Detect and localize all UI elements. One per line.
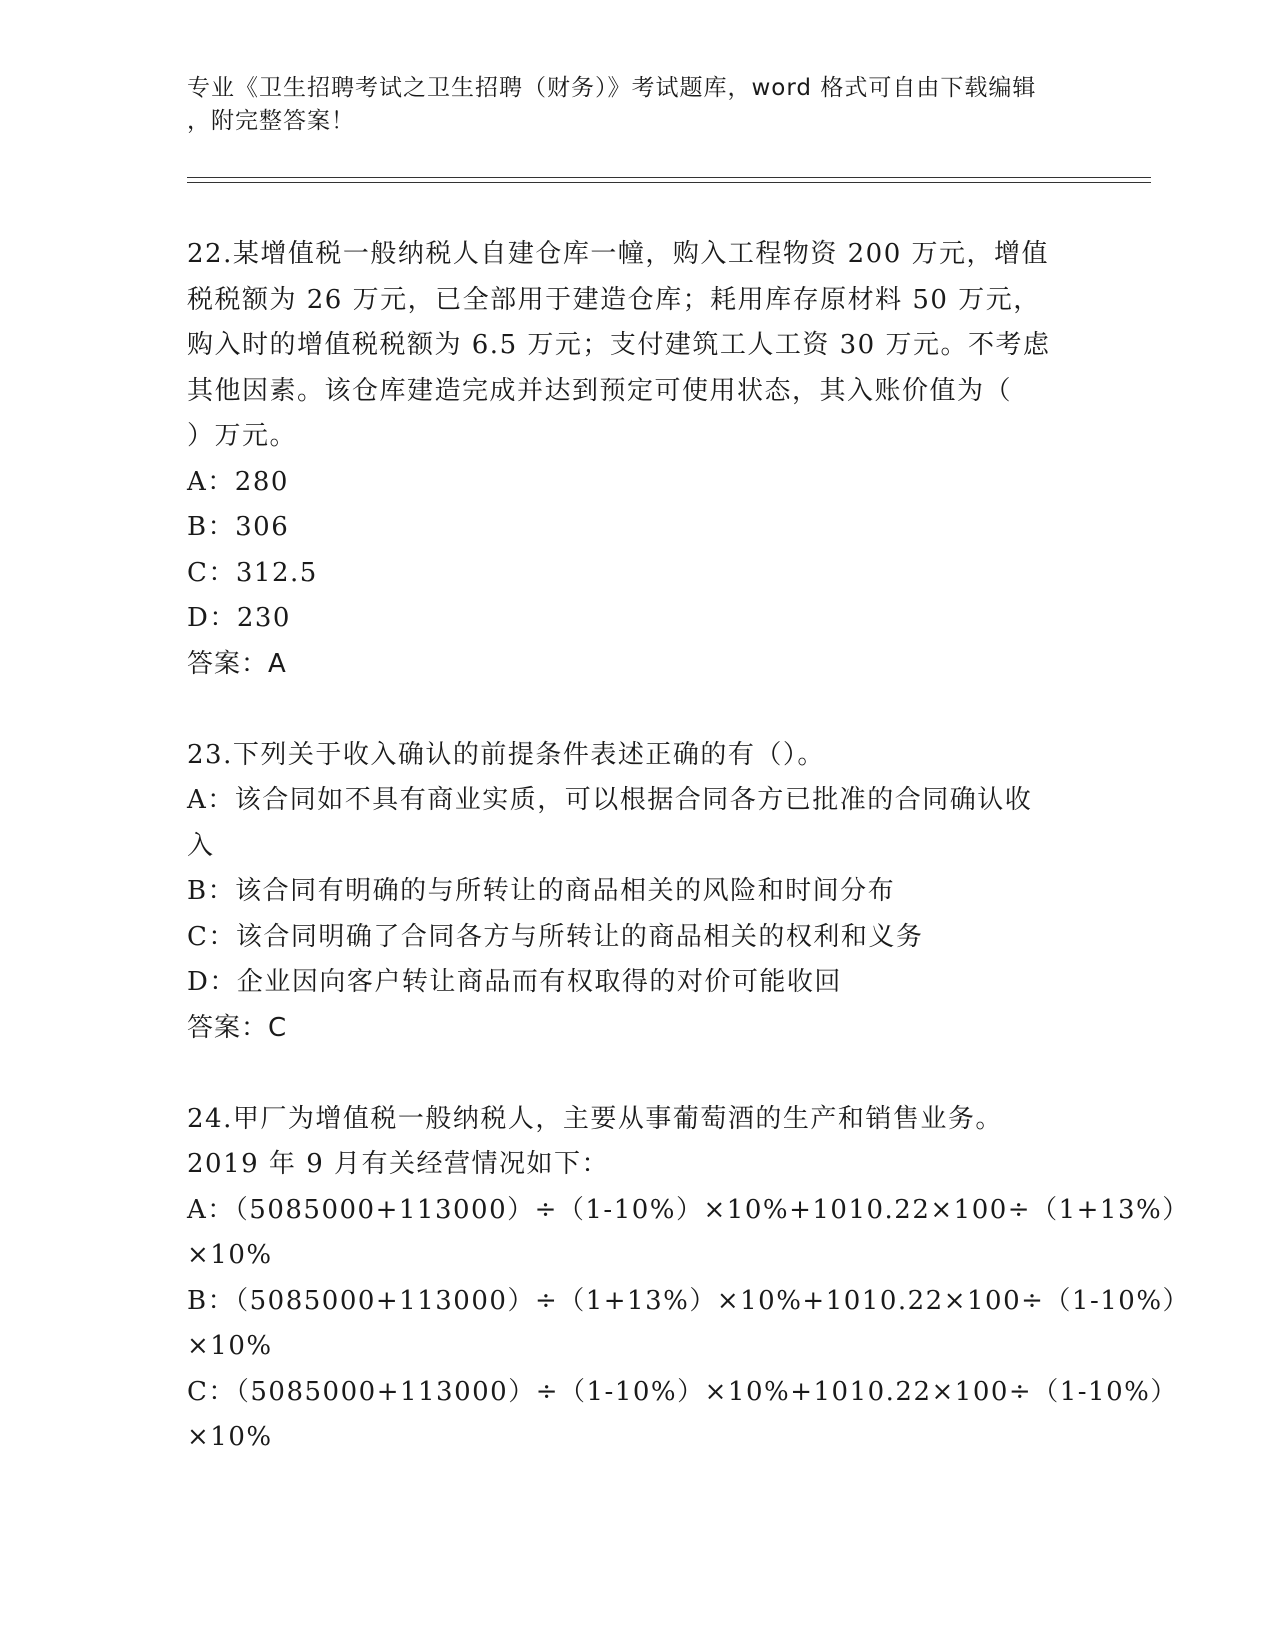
option-b: B：306	[187, 512, 290, 542]
option-b: B：该合同有明确的与所转让的商品相关的风险和时间分布	[187, 876, 896, 906]
answer-line: 答案：A	[187, 648, 287, 679]
question-24	[187, 1097, 1191, 1461]
question-spacer	[187, 1051, 1087, 1097]
option-d: D：企业因向客户转让商品而有权取得的对价可能收回	[187, 967, 842, 997]
question-stem-line: 其他因素。该仓库建造完成并达到预定可使用状态，其入账价值为（	[187, 375, 1013, 406]
question-stem-line: 24.甲厂为增值税一般纳税人，主要从事葡萄酒的生产和销售业务。	[187, 1103, 1003, 1134]
question-stem-line: 23.下列关于收入确认的前提条件表述正确的有（）。	[187, 739, 825, 770]
header-line-2: ，附完整答案！	[187, 108, 355, 134]
option-a: A：（5085000+113000）÷（1-10%）×10%+1010.22×100÷（1+13%）	[187, 1194, 1190, 1225]
option-b: B：（5085000+113000）÷（1+13%）×10%+1010.22×100÷（1-10%）	[187, 1285, 1191, 1316]
option-c: C：该合同明确了合同各方与所转让的商品相关的权利和义务	[187, 921, 924, 952]
option-a: A：280	[187, 466, 289, 497]
option-a-continued: ×10%	[187, 1240, 273, 1270]
option-c-continued: ×10%	[187, 1422, 273, 1452]
question-list	[187, 232, 1191, 1461]
answer-line: 答案：C	[187, 1012, 288, 1043]
question-stem-line: 2019 年 9 月有关经营情况如下：	[187, 1149, 610, 1179]
header-divider-top	[187, 177, 1151, 178]
header-line-1: 专业《卫生招聘考试之卫生招聘（财务）》考试题库，word 格式可自由下载编辑	[187, 75, 1037, 101]
question-23	[187, 733, 1087, 1052]
option-c: C：312.5	[187, 557, 318, 588]
option-a-continued: 入	[187, 830, 215, 861]
option-a: A：该合同如不具有商业实质，可以根据合同各方已批准的合同确认收	[187, 785, 1033, 815]
question-stem-line: ）万元。	[187, 421, 298, 451]
question-stem-line: 税税额为 26 万元，已全部用于建造仓库；耗用库存原材料 50 万元，	[187, 284, 1041, 315]
document-header	[187, 72, 1067, 138]
header-divider-bottom	[187, 182, 1151, 183]
option-d: D：230	[187, 603, 291, 633]
option-c: C：（5085000+113000）÷（1-10%）×10%+1010.22×100÷（1-10%）	[187, 1376, 1178, 1407]
question-spacer	[187, 687, 1087, 733]
option-b-continued: ×10%	[187, 1331, 273, 1361]
question-stem-line: 购入时的增值税税额为 6.5 万元；支付建筑工人工资 30 万元。不考虑	[187, 330, 1051, 360]
question-stem-line: 22.某增值税一般纳税人自建仓库一幢，购入工程物资 200 万元，增值	[187, 239, 1050, 269]
question-22	[187, 232, 1087, 687]
